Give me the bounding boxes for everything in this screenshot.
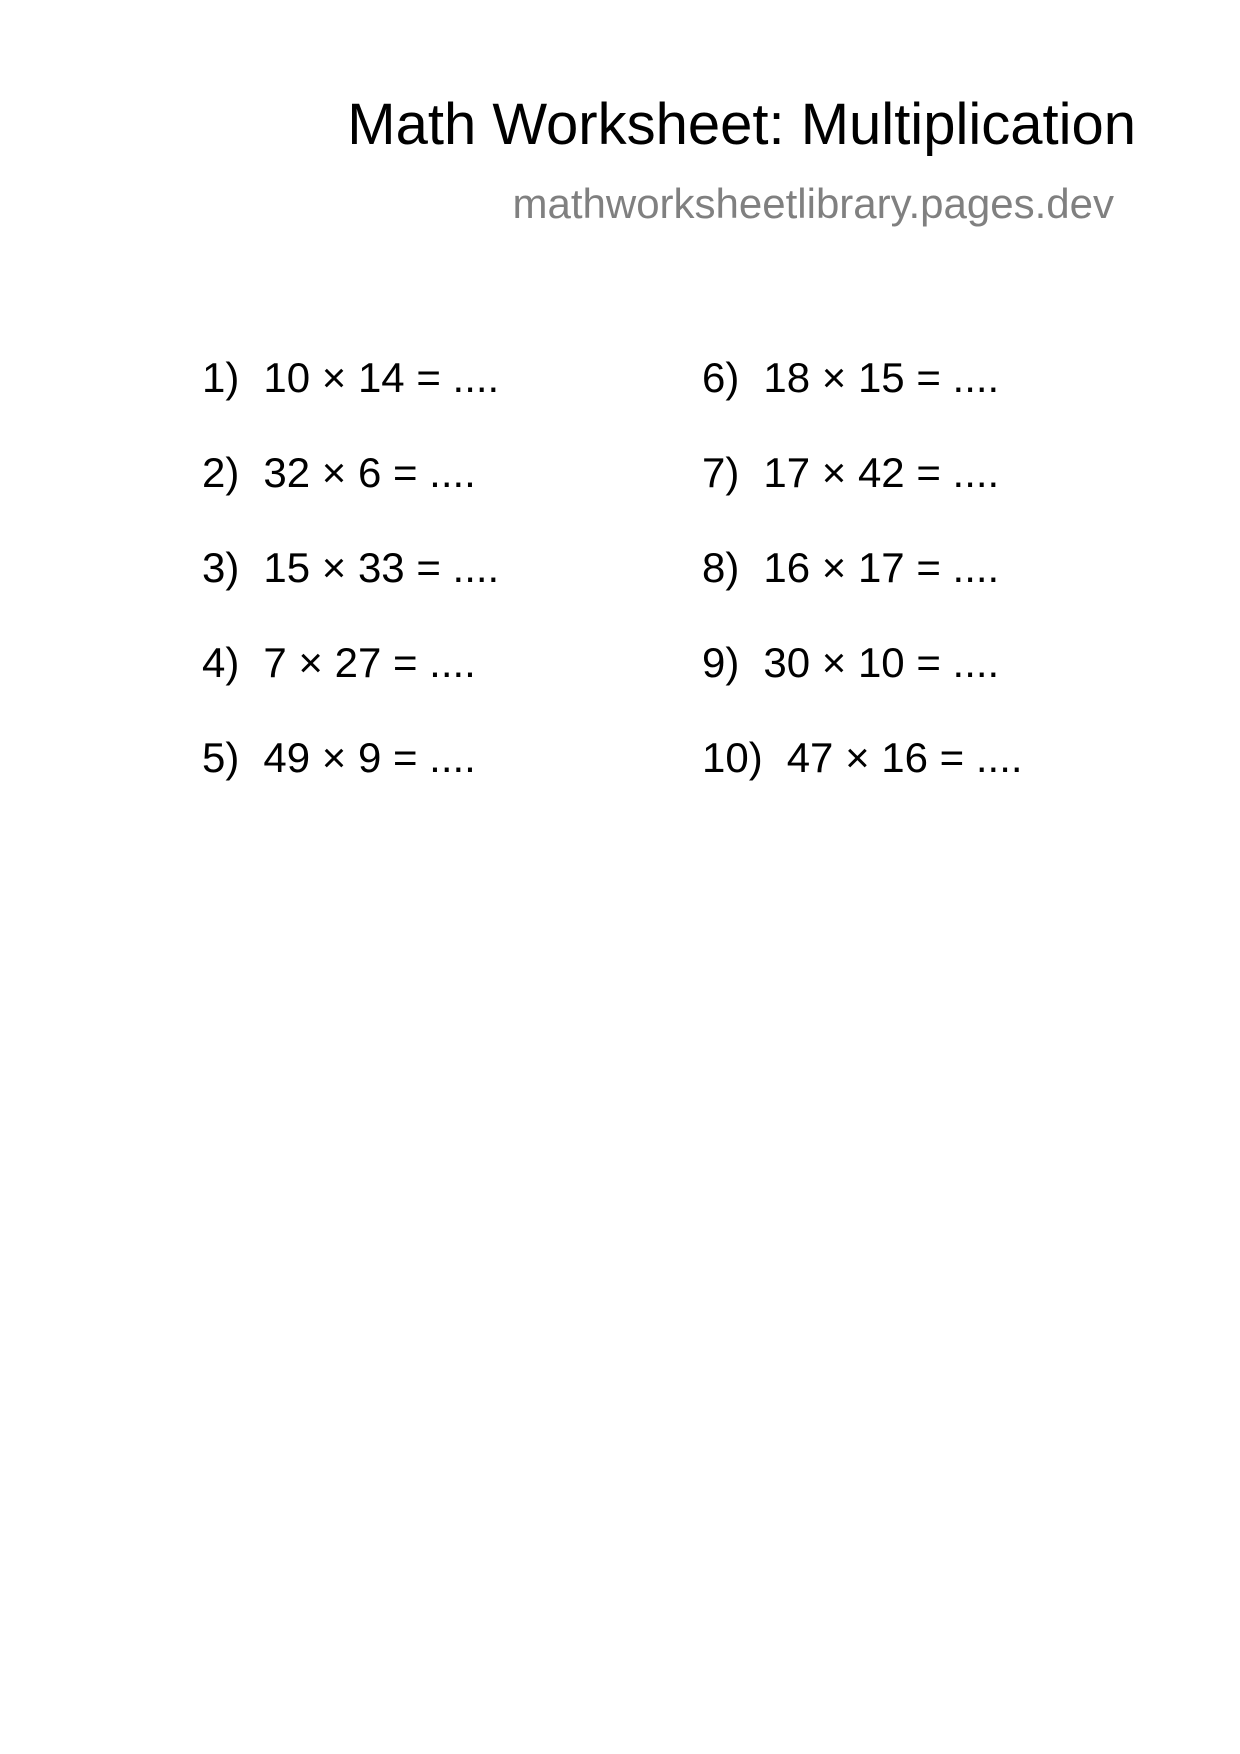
problem-number: 10) — [702, 734, 763, 781]
problem-2 — [202, 449, 476, 496]
problem-7 — [702, 449, 1000, 496]
problem-expression: 16 × 17 = .... — [763, 544, 1000, 591]
problem-expression: 15 × 33 = .... — [263, 544, 500, 591]
problem-6 — [702, 354, 1000, 401]
worksheet-title: Math Worksheet: Multiplication — [347, 92, 1136, 157]
problem-number: 6) — [702, 354, 740, 401]
problem-9 — [702, 639, 1000, 686]
problem-number: 2) — [202, 449, 240, 496]
problem-5 — [202, 734, 476, 781]
problem-expression: 32 × 6 = .... — [263, 449, 476, 496]
problem-expression: 47 × 16 = .... — [786, 734, 1023, 781]
worksheet-source-url: mathworksheetlibrary.pages.dev — [512, 180, 1114, 227]
problem-1 — [202, 354, 500, 401]
problem-3 — [202, 544, 500, 591]
problem-number: 3) — [202, 544, 240, 591]
problem-number: 1) — [202, 354, 240, 401]
problem-expression: 10 × 14 = .... — [263, 354, 500, 401]
problem-4 — [202, 639, 476, 686]
problem-expression: 7 × 27 = .... — [263, 639, 476, 686]
problem-number: 4) — [202, 639, 240, 686]
problem-number: 7) — [702, 449, 740, 496]
problem-8 — [702, 544, 1000, 591]
problem-expression: 30 × 10 = .... — [763, 639, 1000, 686]
problem-10 — [702, 734, 1023, 781]
problem-expression: 17 × 42 = .... — [763, 449, 1000, 496]
problem-expression: 18 × 15 = .... — [763, 354, 1000, 401]
problem-number: 9) — [702, 639, 740, 686]
problem-number: 8) — [702, 544, 740, 591]
problem-number: 5) — [202, 734, 240, 781]
problem-expression: 49 × 9 = .... — [263, 734, 476, 781]
